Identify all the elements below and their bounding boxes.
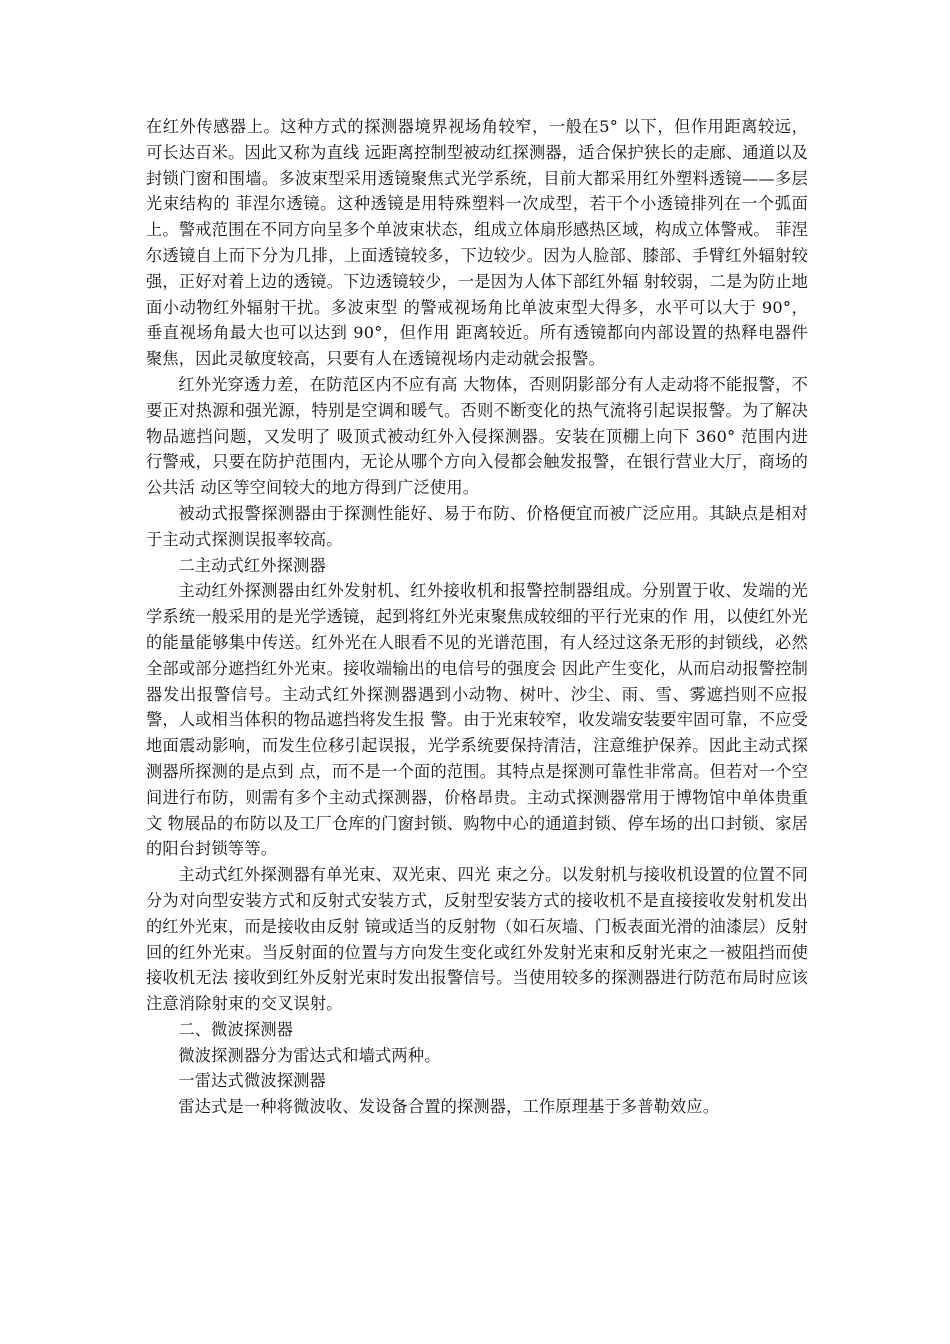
paragraph-microwave-types: 微波探测器分为雷达式和墙式两种。 [178, 1045, 441, 1065]
heading-active-ir: 二主动式红外探测器 [178, 555, 326, 575]
document-body [146, 114, 808, 1120]
heading-radar-microwave: 一雷达式微波探测器 [178, 1071, 326, 1091]
paragraph-passive-summary: 被动式报警探测器由于探测性能好、易于布防、价格便宜而被广泛应用。其缺点是相对于主动式探测误报率较高。 [146, 503, 808, 549]
paragraph-radar-principle: 雷达式是一种将微波收、发设备合置的探测器，工作原理基于多普勒效应。 [178, 1097, 720, 1117]
paragraph-passive-ir-continued: 在红外传感器上。这种方式的探测器境界视场角较窄，一般在5° 以下，但作用距离较远，可长达百米。因此又称为直线 远距离控制型被动红探测器，适合保护狭长的走廊、通道以及封锁门窗和围墙。多波束型采用透镜聚焦式光学系统，目前大都采用红外塑料透镜——多层光束结构的 菲涅尔透镜。这种透镜是用特殊塑料一次成型，若干个小透镜排列在一个弧面上。警戒范围在不同方向呈多个单波束状态，组成立体扇形感热区域，构成立体警戒。 菲涅尔透镜自上而下分为几排，上面透镜较多，下边较少。因为人脸部、膝部、手臂红外辐射较强，正好对着上边的透镜。下边透镜较少，一是因为人体下部红外辐 射较弱，二是为防止地面小动物红外辐射干扰。多波束型 的警戒视场角比单波束型大得多，水平可以大于 90°，垂直视场角最大也可以达到 90°，但作用 距离较近。所有透镜都向内部设置的热释电器件聚焦，因此灵敏度较高，只要有人在透镜视场内走动就会报警。 [146, 117, 808, 369]
paragraph-active-ir-intro: 主动红外探测器由红外发射机、红外接收机和报警控制器组成。分别置于收、发端的光学系统一般采用的是光学透镜，起到将红外光束聚焦成较细的平行光束的作 用，以使红外光的能量能够集中传送。红外光在人眼看不见的光谱范围，有人经过这条无形的封锁线，必然全部或部分遮挡红外光束。接收端输出的电信号的强度会 因此产生变化，从而启动报警控制器发出报警信号。主动式红外探测器遇到小动物、树叶、沙尘、雨、雪、雾遮挡则不应报警，人或相当体积的物品遮挡将发生报 警。由于光束较窄，收发端安装要牢固可靠，不应受地面震动影响，而发生位移引起误报，光学系统要保持清洁，注意维护保养。因此主动式探测器所探测的是点到 点，而不是一个面的范围。其特点是探测可靠性非常高。但若对一个空间进行布防，则需有多个主动式探测器，价格昂贵。主动式探测器常用于博物馆中单体贵重文 物展品的布防以及工厂仓库的门窗封锁、购物中心的通道封锁、停车场的出口封锁、家居的阳台封锁等等。 [146, 581, 808, 859]
heading-microwave: 二、微波探测器 [178, 1019, 294, 1039]
paragraph-ir-penetration: 红外光穿透力差，在防范区内不应有高 大物体，否则阴影部分有人走动将不能报警，不要正对热源和强光源，特别是空调和暖气。否则不断变化的热气流将引起误报警。为了解决物品遮挡问题，又发明了 吸顶式被动红外入侵探测器。安装在顶棚上向下 360° 范围内进行警戒，只要在防护范围内，无论从哪个方向入侵都会触发报警，在银行营业大厅，商场的公共活 动区等空间较大的地方得到广泛使用。 [146, 374, 808, 498]
paragraph-active-ir-types: 主动式红外探测器有单光束、双光束、四光 束之分。以发射机与接收机设置的位置不同分为对向型安装方式和反射式安装方式，反射型安装方式的接收机不是直接接收发射机发出的红外光束，而是接收由反射 镜或适当的反射物（如石灰墙、门板表面光滑的油漆层）反射回的红外光束。当反射面的位置与方向发生变化或红外发射光束和反射光束之一被阻挡而使接收机无法 接收到红外反射光束时发出报警信号。当使用较多的探测器进行防范布局时应该注意消除射束的交叉误射。 [146, 865, 808, 1014]
